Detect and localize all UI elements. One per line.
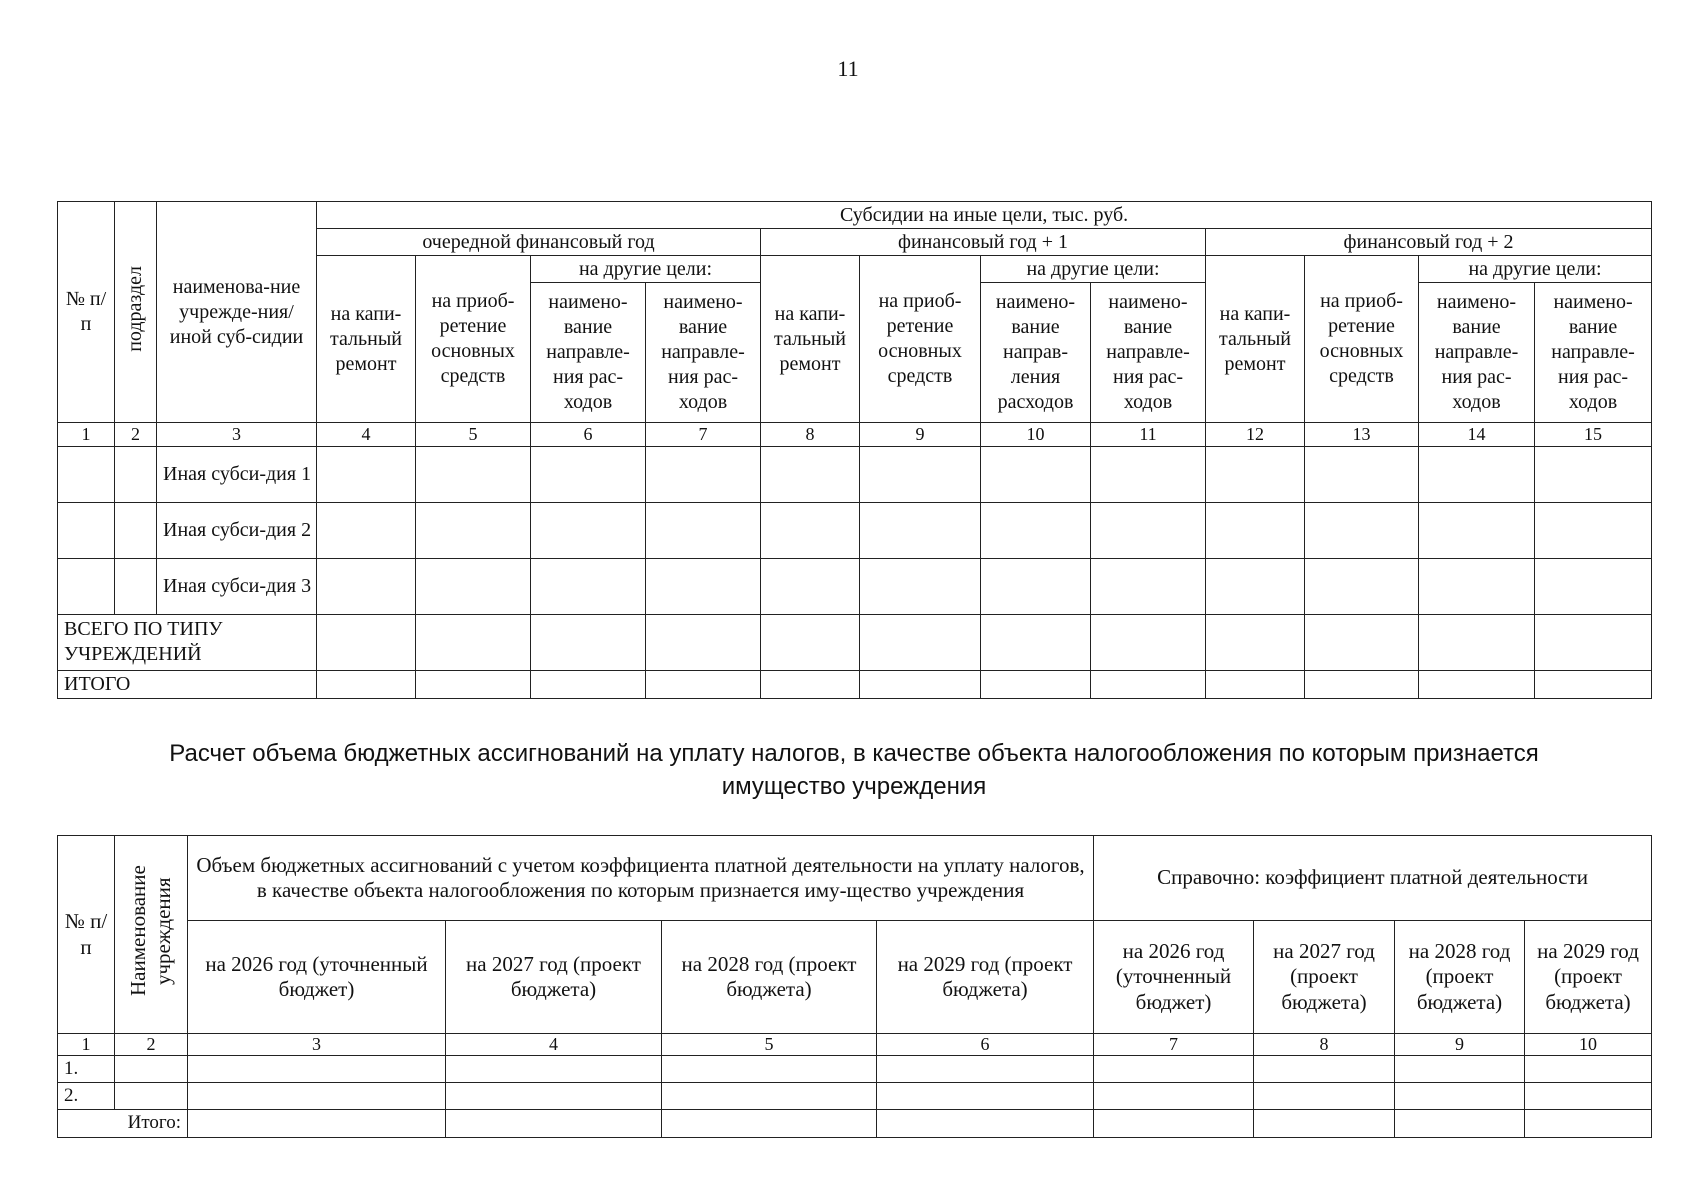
t1-colnum: 15	[1535, 423, 1652, 447]
t1-other-goals-2: на другие цели:	[981, 256, 1206, 283]
t1-colnum: 10	[981, 423, 1091, 447]
table-row	[58, 558, 1652, 614]
t2-colnum: 2	[115, 1034, 188, 1056]
t1-colnum: 9	[860, 423, 981, 447]
t1-colnum: 8	[761, 423, 860, 447]
subsidies-table	[57, 201, 1652, 699]
tax-assignments-table	[57, 835, 1652, 1138]
t2-year-reference-2029: на 2029 год (проект бюджета)	[1525, 921, 1652, 1034]
t1-column-numbers	[58, 423, 1652, 447]
section-heading-line-1: Расчет объема бюджетных ассигнований на уплату налогов, в качестве объекта налогообложения по которым признается	[169, 740, 1539, 767]
t2-colnum: 6	[877, 1034, 1094, 1056]
t2-row-number: 1.	[58, 1056, 115, 1083]
t1-header-no: № п/п	[58, 202, 115, 423]
t1-total: ИТОГО	[58, 670, 317, 698]
t1-direction-3a: наимено-вание направле-ния рас-ходов	[1419, 283, 1535, 423]
t1-colnum: 14	[1419, 423, 1535, 447]
t1-fixed-assets-2: на приоб-ретение основных средств	[860, 256, 981, 423]
t1-row-label: Иная субси-дия 2	[157, 502, 317, 558]
t1-capital-repair-2: на капи-тальный ремонт	[761, 256, 860, 423]
t1-row-label: Иная субси-дия 3	[157, 558, 317, 614]
t2-year-volume-2028: на 2028 год (проект бюджета)	[662, 921, 877, 1034]
t1-colnum: 6	[531, 423, 646, 447]
t2-colnum: 4	[446, 1034, 662, 1056]
t1-fixed-assets-3: на приоб-ретение основных средств	[1305, 256, 1419, 423]
t2-colnum: 3	[188, 1034, 446, 1056]
t1-header-subsidies: Субсидии на иные цели, тыс. руб.	[317, 202, 1652, 229]
t1-colnum: 13	[1305, 423, 1419, 447]
table-row	[58, 502, 1652, 558]
t2-colnum: 8	[1254, 1034, 1395, 1056]
t1-colnum: 2	[115, 423, 157, 447]
t2-colnum: 10	[1525, 1034, 1652, 1056]
t2-colnum: 5	[662, 1034, 877, 1056]
t1-colnum: 7	[646, 423, 761, 447]
t2-header-reference: Справочно: коэффициент платной деятельности	[1094, 836, 1652, 921]
t1-fixed-assets-1: на приоб-ретение основных средств	[416, 256, 531, 423]
table-row	[58, 1056, 1652, 1083]
t1-colnum: 1	[58, 423, 115, 447]
t2-colnum: 7	[1094, 1034, 1254, 1056]
t1-period-2: финансовый год + 1	[761, 229, 1206, 256]
t2-year-volume-2026: на 2026 год (уточненный бюджет)	[188, 921, 446, 1034]
t1-direction-2a: наимено-вание направ-ления расходов	[981, 283, 1091, 423]
t2-year-volume-2029: на 2029 год (проект бюджета)	[877, 921, 1094, 1034]
t1-total-type: ВСЕГО ПО ТИПУ УЧРЕЖДЕНИЙ	[58, 614, 317, 670]
t1-header-subsection	[115, 202, 157, 423]
t1-period-1: очередной финансовый год	[317, 229, 761, 256]
t1-capital-repair-3: на капи-тальный ремонт	[1206, 256, 1305, 423]
t1-period-3: финансовый год + 2	[1206, 229, 1652, 256]
t2-year-reference-2027: на 2027 год (проект бюджета)	[1254, 921, 1395, 1034]
table-row	[58, 670, 1652, 698]
t2-year-volume-2027: на 2027 год (проект бюджета)	[446, 921, 662, 1034]
t1-direction-3b: наимено-вание направле-ния рас-ходов	[1535, 283, 1652, 423]
t1-colnum: 5	[416, 423, 531, 447]
page-number: 11	[837, 56, 859, 81]
table-row	[58, 1110, 1652, 1138]
t1-capital-repair-1: на капи-тальный ремонт	[317, 256, 416, 423]
t2-year-reference-2026: на 2026 год (уточненный бюджет)	[1094, 921, 1254, 1034]
t1-header-subsection-text: подраздел	[124, 265, 146, 352]
table-row	[58, 446, 1652, 502]
table-row	[58, 1083, 1652, 1110]
t1-colnum: 3	[157, 423, 317, 447]
t1-colnum: 4	[317, 423, 416, 447]
t2-header-volume: Объем бюджетных ассигнований с учетом коэффициента платной деятельности на уплату налогов, в качестве объекта налогообложения по которым признается иму-щество учреждения	[188, 836, 1094, 921]
t2-year-reference-2028: на 2028 год (проект бюджета)	[1395, 921, 1525, 1034]
t1-direction-1b: наимено-вание направле-ния рас-ходов	[646, 283, 761, 423]
t1-other-goals-3: на другие цели:	[1419, 256, 1652, 283]
t1-direction-1a: наимено-вание направле-ния рас-ходов	[531, 283, 646, 423]
table-row	[58, 614, 1652, 670]
t2-colnum: 1	[58, 1034, 115, 1056]
t1-row-label: Иная субси-дия 1	[157, 446, 317, 502]
t1-colnum: 11	[1091, 423, 1206, 447]
section-heading-line-2: имущество учреждения	[721, 773, 987, 800]
t1-other-goals-1: на другие цели:	[531, 256, 761, 283]
t1-direction-2b: наимено-вание направле-ния рас-ходов	[1091, 283, 1206, 423]
t2-row-number: 2.	[58, 1083, 115, 1110]
t2-total: Итого:	[58, 1110, 188, 1138]
t2-column-numbers	[58, 1034, 1652, 1056]
t2-header-no: № п/п	[58, 836, 115, 1034]
t2-header-name	[115, 836, 188, 1034]
t2-colnum: 9	[1395, 1034, 1525, 1056]
t1-header-name: наименова-ние учрежде-ния/иной суб-сидии	[157, 202, 317, 423]
t1-colnum: 12	[1206, 423, 1305, 447]
t2-header-name-text: Наименование учреждения	[126, 865, 176, 997]
section-heading	[57, 737, 1651, 803]
